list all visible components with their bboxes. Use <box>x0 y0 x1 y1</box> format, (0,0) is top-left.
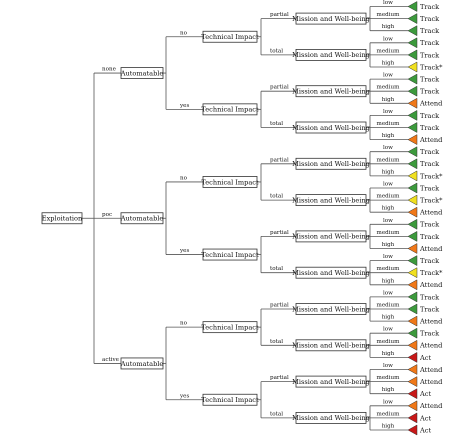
leaf-marker-act <box>408 389 417 399</box>
edge-label-mission-medium: medium <box>376 411 400 418</box>
leaf-label-act: Act <box>420 390 432 399</box>
node-technical-impact-label: Technical Impact <box>201 33 259 42</box>
leaf-marker-attend <box>408 135 417 145</box>
edge-label-mission-medium: medium <box>376 121 400 127</box>
edge-label-mission-high: high <box>381 60 395 67</box>
leaf-label-track: Track <box>420 329 440 338</box>
node-mission-well-being-label: Mission and Well-being <box>292 377 370 386</box>
edge-label-mission-high: high <box>381 423 395 430</box>
edge-label-exploitation-poc: poc <box>102 211 113 218</box>
leaf-marker-track-star <box>408 195 417 205</box>
edge-label-technical-impact-total: total <box>270 193 283 200</box>
edge-label-mission-low: low <box>383 108 393 115</box>
edge-label-mission-high: high <box>381 24 395 31</box>
node-mission-well-being-label: Mission and Well-being <box>292 269 370 277</box>
leaf-label-track: Track <box>420 15 440 23</box>
leaf-marker-track <box>408 123 417 133</box>
edge-label-technical-impact-total: total <box>270 266 283 273</box>
leaf-marker-track <box>408 231 417 241</box>
leaf-label-track: Track <box>420 160 440 169</box>
edge-label-mission-medium: medium <box>376 302 400 309</box>
leaf-label-attend: Attend <box>420 208 443 217</box>
edge-label-mission-high: high <box>381 242 395 248</box>
edge-label-technical-impact-partial: partial <box>270 302 289 309</box>
node-mission-well-being-label: Mission and Well-being <box>292 87 370 96</box>
leaf-label-track: Track <box>420 232 440 241</box>
node-technical-impact-label: Technical Impact <box>201 105 259 114</box>
leaf-label-attend: Attend <box>420 365 443 374</box>
leaf-marker-attend <box>408 365 417 375</box>
leaf-label-track: Track <box>420 257 440 265</box>
edge-label-mission-low: low <box>383 399 393 406</box>
leaf-marker-track <box>408 159 417 169</box>
edge-label-mission-high: high <box>381 205 395 212</box>
leaf-label-track: Track <box>420 75 440 84</box>
leaf-label-track: Track <box>420 27 440 36</box>
node-automatable-label: Automatable <box>120 69 164 78</box>
node-automatable-label: Automatable <box>120 359 164 368</box>
edge-label-mission-low: low <box>383 290 393 297</box>
leaf-label-track: Track <box>420 39 440 48</box>
leaf-label-attend: Attend <box>420 341 443 350</box>
leaf-label-attend: Attend <box>420 281 443 290</box>
leaf-marker-attend <box>408 401 417 411</box>
edge-label-automatable-yes: yes <box>180 393 190 400</box>
leaf-label-track-star: Track* <box>420 63 443 72</box>
edge-label-technical-impact-total: total <box>270 48 283 55</box>
node-mission-well-being-label: Mission and Well-being <box>292 305 370 314</box>
leaf-marker-track <box>408 110 417 120</box>
node-mission-well-being-label: Mission and Well-being <box>292 196 370 205</box>
edge-label-mission-low: low <box>383 145 393 152</box>
edge-label-mission-high: high <box>381 133 395 140</box>
leaf-marker-track-star <box>408 171 417 181</box>
leaf-label-attend: Attend <box>420 402 443 411</box>
edge-label-exploitation-none: none <box>102 66 116 73</box>
edge-label-mission-high: high <box>381 314 395 321</box>
edge-label-mission-medium: medium <box>376 48 400 55</box>
leaf-marker-attend <box>408 340 417 350</box>
node-mission-well-being-label: Mission and Well-being <box>292 160 370 169</box>
root-node-exploitation-label: Exploitation <box>41 214 83 223</box>
edge-label-technical-impact-partial: partial <box>270 157 289 164</box>
node-mission-well-being-label: Mission and Well-being <box>292 51 370 60</box>
edge-label-exploitation-active: active <box>102 356 119 363</box>
leaf-label-act: Act <box>420 353 432 362</box>
edge-label-automatable-no: no <box>180 175 187 182</box>
edge-label-automatable-yes: yes <box>180 102 190 109</box>
leaf-label-track: Track <box>420 293 440 302</box>
leaf-label-attend: Attend <box>420 136 443 144</box>
edge-label-mission-high: high <box>381 169 395 176</box>
leaf-marker-attend <box>408 207 417 217</box>
edge-label-mission-high: high <box>381 278 395 285</box>
leaf-label-track: Track <box>420 184 440 193</box>
leaf-label-track: Track <box>420 305 440 314</box>
edge-label-automatable-no: no <box>180 30 187 37</box>
edge-label-mission-low: low <box>383 217 393 224</box>
leaf-marker-attend <box>408 377 417 387</box>
edge-label-mission-medium: medium <box>376 84 400 91</box>
leaf-marker-track <box>408 74 417 84</box>
edge-label-mission-high: high <box>381 387 395 394</box>
leaf-marker-track-star <box>408 268 417 278</box>
leaf-label-track-star: Track* <box>420 172 443 181</box>
edge-label-mission-medium: medium <box>376 193 400 200</box>
edge-label-automatable-yes: yes <box>180 248 190 255</box>
leaf-marker-act <box>408 352 417 362</box>
leaf-label-attend: Attend <box>420 317 443 326</box>
node-mission-well-being-label: Mission and Well-being <box>292 414 370 423</box>
edge-label-technical-impact-partial: partial <box>270 12 289 19</box>
node-mission-well-being-label: Mission and Well-being <box>292 341 370 350</box>
leaf-marker-track-star <box>408 62 417 72</box>
edge-label-technical-impact-total: total <box>270 411 283 418</box>
leaf-marker-attend <box>408 98 417 108</box>
leaf-marker-track <box>408 2 417 12</box>
leaf-marker-track <box>408 304 417 314</box>
leaf-label-track: Track <box>420 51 440 60</box>
edge-label-mission-medium: medium <box>376 12 400 19</box>
leaf-label-track: Track <box>420 123 440 132</box>
leaf-label-track: Track <box>420 111 440 120</box>
node-mission-well-being-label: Mission and Well-being <box>292 123 370 132</box>
node-automatable-label: Automatable <box>120 214 164 223</box>
leaf-marker-track <box>408 219 417 229</box>
leaf-label-track: Track <box>420 87 440 96</box>
node-mission-well-being-label: Mission and Well-being <box>292 14 370 23</box>
leaf-marker-track <box>408 256 417 266</box>
edge-label-mission-low: low <box>383 326 393 333</box>
leaf-marker-attend <box>408 280 417 290</box>
node-mission-well-being-label: Mission and Well-being <box>292 232 370 241</box>
edge-label-technical-impact-total: total <box>270 338 283 345</box>
leaf-label-attend: Attend <box>420 244 443 253</box>
leaf-marker-track <box>408 292 417 302</box>
edge-label-technical-impact-partial: partial <box>270 229 289 236</box>
edge-label-mission-medium: medium <box>376 375 400 382</box>
leaf-label-track: Track <box>420 220 440 229</box>
leaf-marker-track <box>408 50 417 60</box>
edge-label-mission-medium: medium <box>376 157 400 164</box>
leaf-label-track-star: Track* <box>420 196 443 205</box>
node-technical-impact-label: Technical Impact <box>201 396 259 405</box>
leaf-label-track-star: Track* <box>420 269 443 278</box>
leaf-marker-track <box>408 38 417 48</box>
edge-label-mission-low: low <box>383 72 393 79</box>
leaf-marker-track <box>408 86 417 96</box>
node-technical-impact-label: Technical Impact <box>201 323 259 332</box>
edge-label-automatable-no: no <box>180 320 187 327</box>
leaf-marker-track <box>408 26 417 36</box>
edge-label-mission-medium: medium <box>376 229 400 236</box>
node-technical-impact-label: Technical Impact <box>201 250 259 259</box>
leaf-marker-track <box>408 328 417 338</box>
leaf-label-act: Act <box>420 414 432 423</box>
leaf-marker-attend <box>408 316 417 326</box>
leaf-marker-act <box>408 413 417 423</box>
leaf-label-track: Track <box>420 148 440 157</box>
leaf-label-track: Track <box>420 2 440 11</box>
edge-label-mission-low: low <box>383 181 393 188</box>
edge-label-mission-low: low <box>383 254 393 261</box>
leaf-marker-attend <box>408 244 417 254</box>
leaf-label-attend: Attend <box>420 99 443 108</box>
edge-label-mission-low: low <box>383 363 393 369</box>
edge-label-technical-impact-total: total <box>270 121 283 127</box>
edge-label-technical-impact-partial: partial <box>270 84 289 91</box>
leaf-label-attend: Attend <box>420 378 443 386</box>
edge-label-mission-high: high <box>381 96 395 103</box>
edge-label-mission-high: high <box>381 350 395 357</box>
leaf-marker-track <box>408 147 417 157</box>
node-technical-impact-label: Technical Impact <box>201 178 259 187</box>
leaf-marker-act <box>408 425 417 435</box>
edge-label-mission-medium: medium <box>376 338 400 345</box>
edge-label-mission-low: low <box>383 0 393 6</box>
edge-label-mission-low: low <box>383 36 393 43</box>
leaf-marker-track <box>408 14 417 24</box>
edge-label-technical-impact-partial: partial <box>270 375 289 382</box>
leaf-marker-track <box>408 183 417 193</box>
edge-label-mission-medium: medium <box>376 266 400 273</box>
leaf-label-act: Act <box>420 426 432 435</box>
